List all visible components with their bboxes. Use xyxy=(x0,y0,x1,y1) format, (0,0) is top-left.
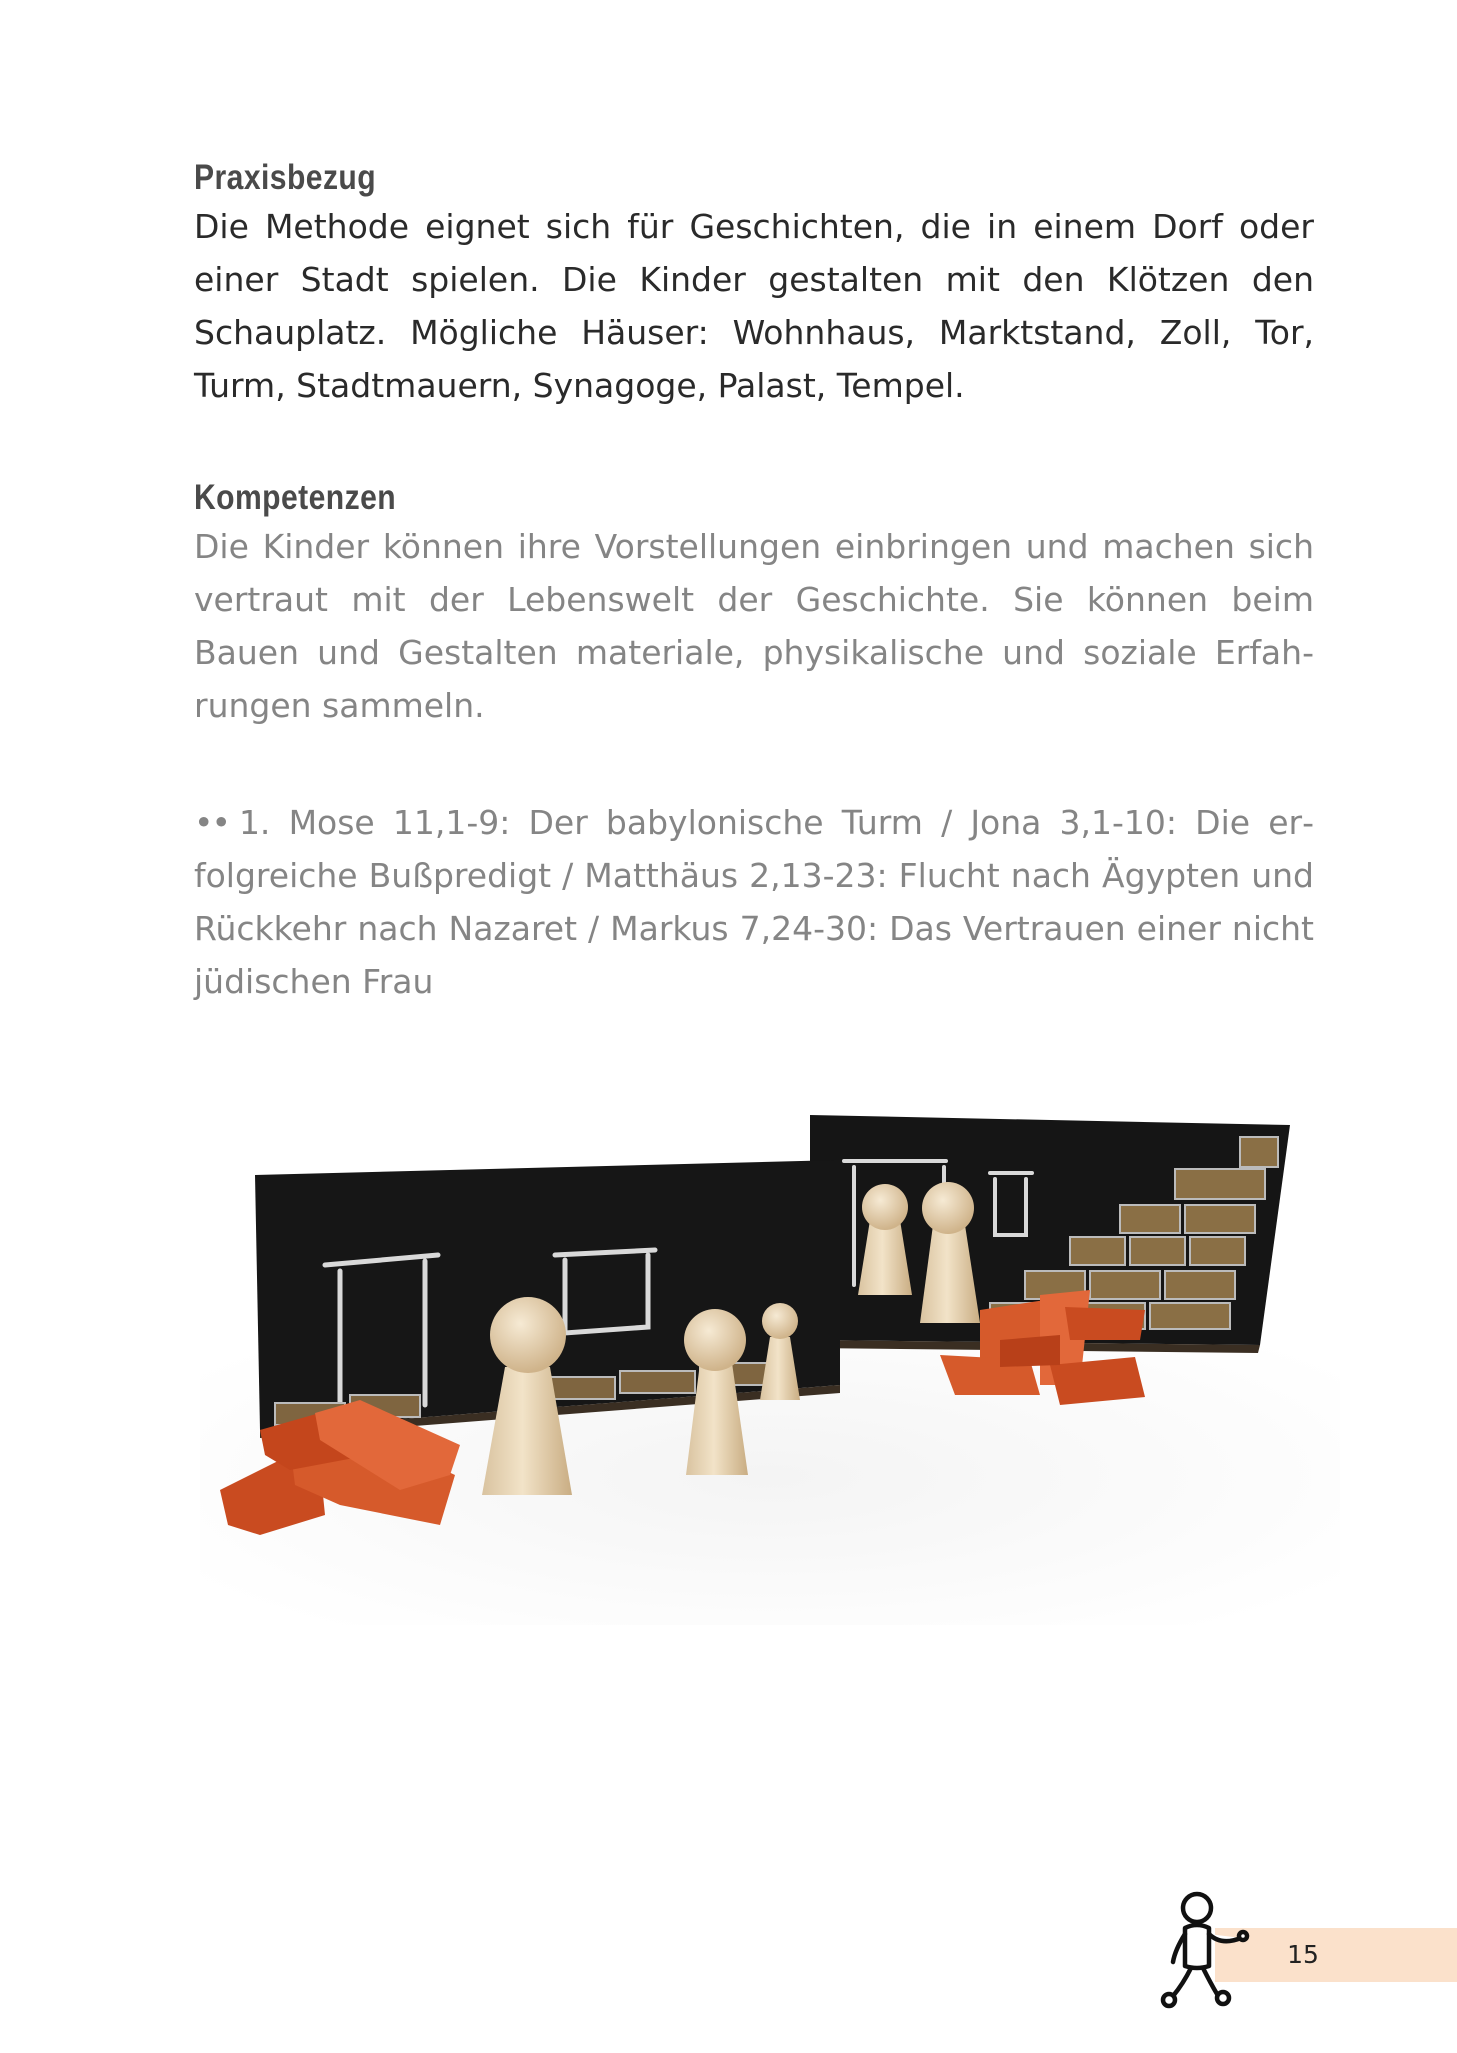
references-section xyxy=(194,796,1314,1008)
competencies-heading: Kompetenzen xyxy=(194,478,397,517)
blocks-photo xyxy=(200,1095,1340,1625)
stick-figure-icon xyxy=(1155,1888,1255,2013)
bullet-marker: •• xyxy=(194,803,229,842)
references-paragraph xyxy=(194,796,1314,1008)
competencies-section xyxy=(194,476,1314,732)
page-number: 15 xyxy=(1287,1940,1319,1969)
practice-text: Die Methode eignet sich für Geschichten, die in einem Dorf oder einer Stadt spielen. Die Kinder gestalten mit den Klötzen den Schauplatz. Mögliche Häuser: Wohnhaus, Marktstand, Zoll, Tor, Turm, Stadtmauern, Synagoge, Palast, Tempel. xyxy=(194,207,1314,405)
references-text: 1. Mose 11,1-9: Der babylonische Turm / Jona 3,1-10: Die erfolgreiche Bußpredigt / Matthäus 2,13-23: Flucht nach Ägypten und Rückkehr nach Nazaret / Markus 7,24-30: Das Vertrauen einer nicht jüdischen Frau xyxy=(194,803,1314,1001)
competencies-text: Die Kinder können ihre Vorstellungen einbringen und machen sich vertraut mit der Lebenswelt der Geschichte. Sie können beim Bauen und Gestalten materiale, physikalische und soziale Erfahrungen sammeln. xyxy=(194,527,1314,725)
practice-heading: Praxisbezug xyxy=(194,158,377,197)
practice-section xyxy=(194,156,1314,412)
